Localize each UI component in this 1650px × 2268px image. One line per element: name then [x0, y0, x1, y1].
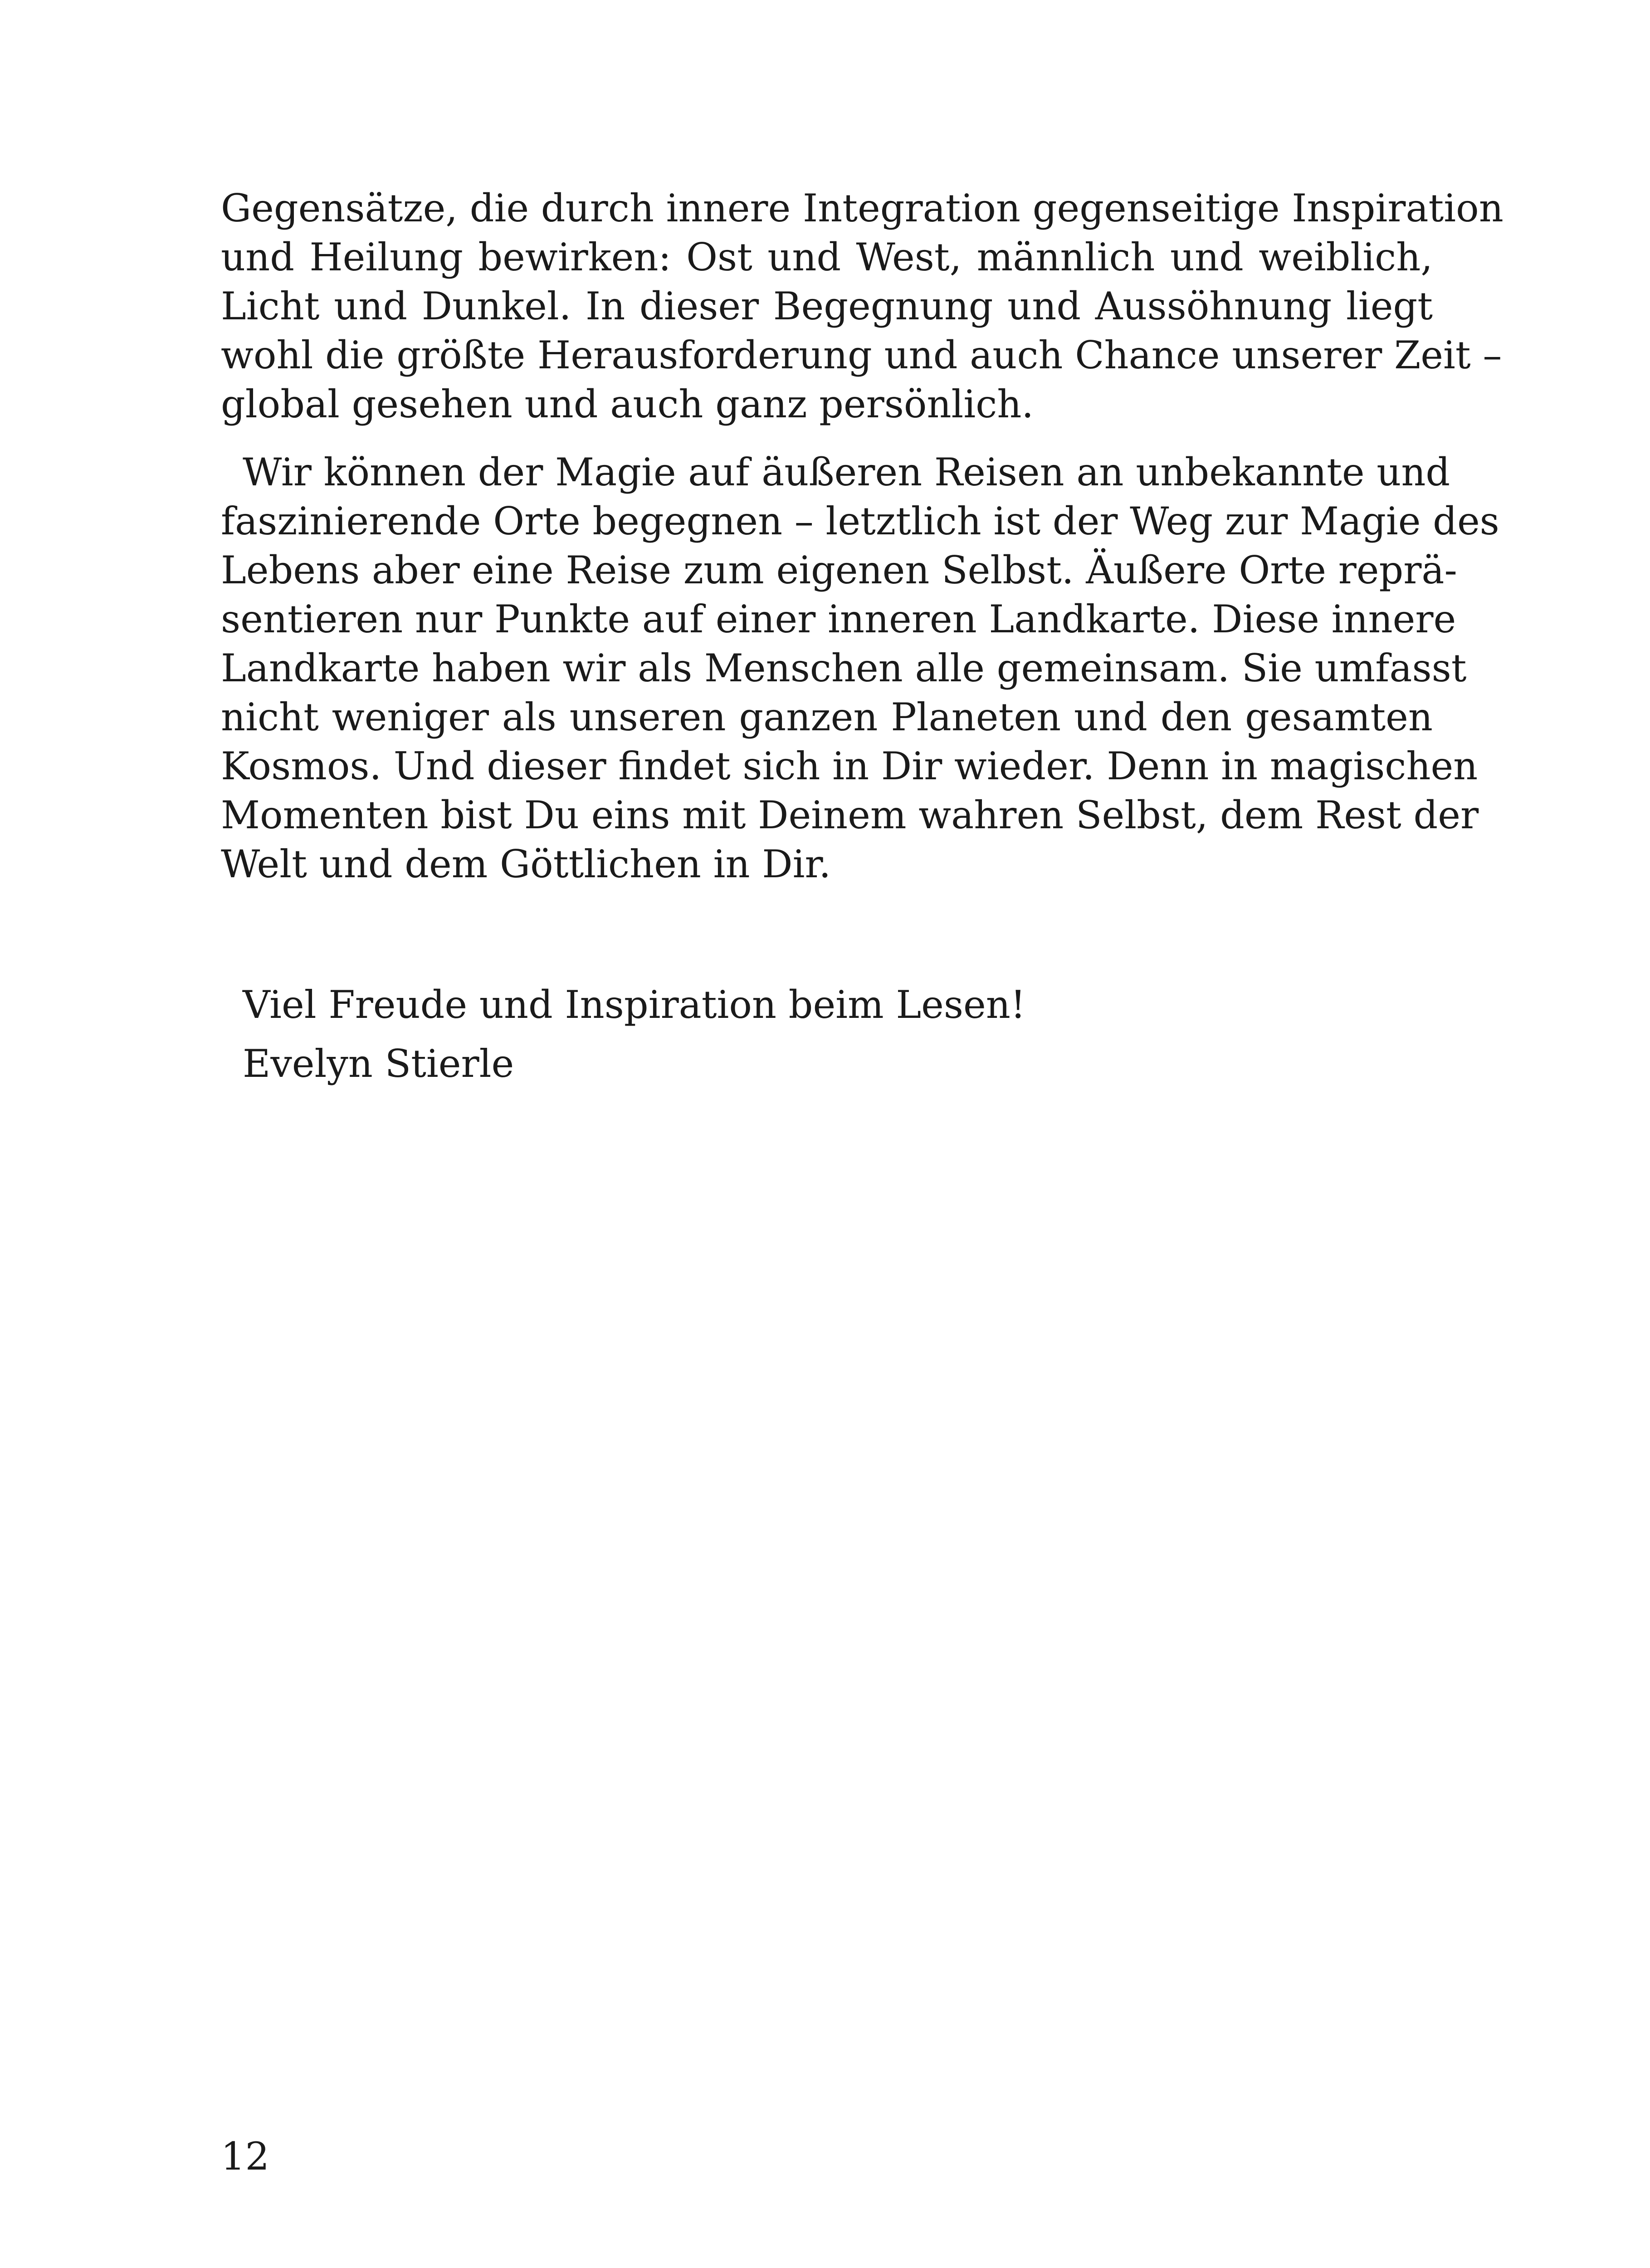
closing-block: [243, 975, 1026, 1093]
paragraph-line: Kosmos. Und dieser findet sich in Dir wieder. Denn in magischen: [221, 744, 1478, 788]
paragraph-line: global gesehen und auch ganz persönlich.: [221, 382, 1034, 426]
paragraph-line: faszinierende Orte begegnen – letztlich ist der Weg zur Magie des: [221, 499, 1499, 543]
paragraph-line: und Heilung bewirken: Ost und West, männlich und weiblich,: [221, 235, 1433, 279]
page-number: 12: [221, 2134, 269, 2179]
paragraph-1: [221, 184, 1504, 429]
author-signature: Evelyn Stierle: [243, 1041, 514, 1086]
paragraph-line: wohl die größte Herausforderung und auch Chance unserer Zeit –: [221, 333, 1502, 377]
paragraph-line: Landkarte haben wir als Menschen alle gemeinsam. Sie umfasst: [221, 646, 1467, 690]
paragraph-line: sentieren nur Punkte auf einer inneren Landkarte. Diese innere: [221, 597, 1456, 641]
paragraph-line: Wir können der Magie auf äußeren Reisen an unbekannte und: [243, 450, 1450, 494]
paragraph-line: nicht weniger als unseren ganzen Planeten und den gesamten: [221, 695, 1433, 739]
paragraph-2: [221, 448, 1499, 889]
paragraph-line: Momenten bist Du eins mit Deinem wahren Selbst, dem Rest der: [221, 793, 1479, 837]
paragraph-line: Welt und dem Göttlichen in Dir.: [221, 842, 831, 886]
paragraph-gap: [221, 429, 1433, 448]
paragraph-line: Gegensätze, die durch innere Integration gegenseitige Inspiration: [221, 186, 1504, 230]
body-text: [221, 184, 1504, 889]
paragraph-line: Lebens aber eine Reise zum eigenen Selbst. Äußere Orte reprä-: [221, 548, 1457, 592]
paragraph-line: Licht und Dunkel. In dieser Begegnung und Aussöhnung liegt: [221, 284, 1433, 328]
closing-greeting: Viel Freude und Inspiration beim Lesen!: [243, 982, 1026, 1027]
